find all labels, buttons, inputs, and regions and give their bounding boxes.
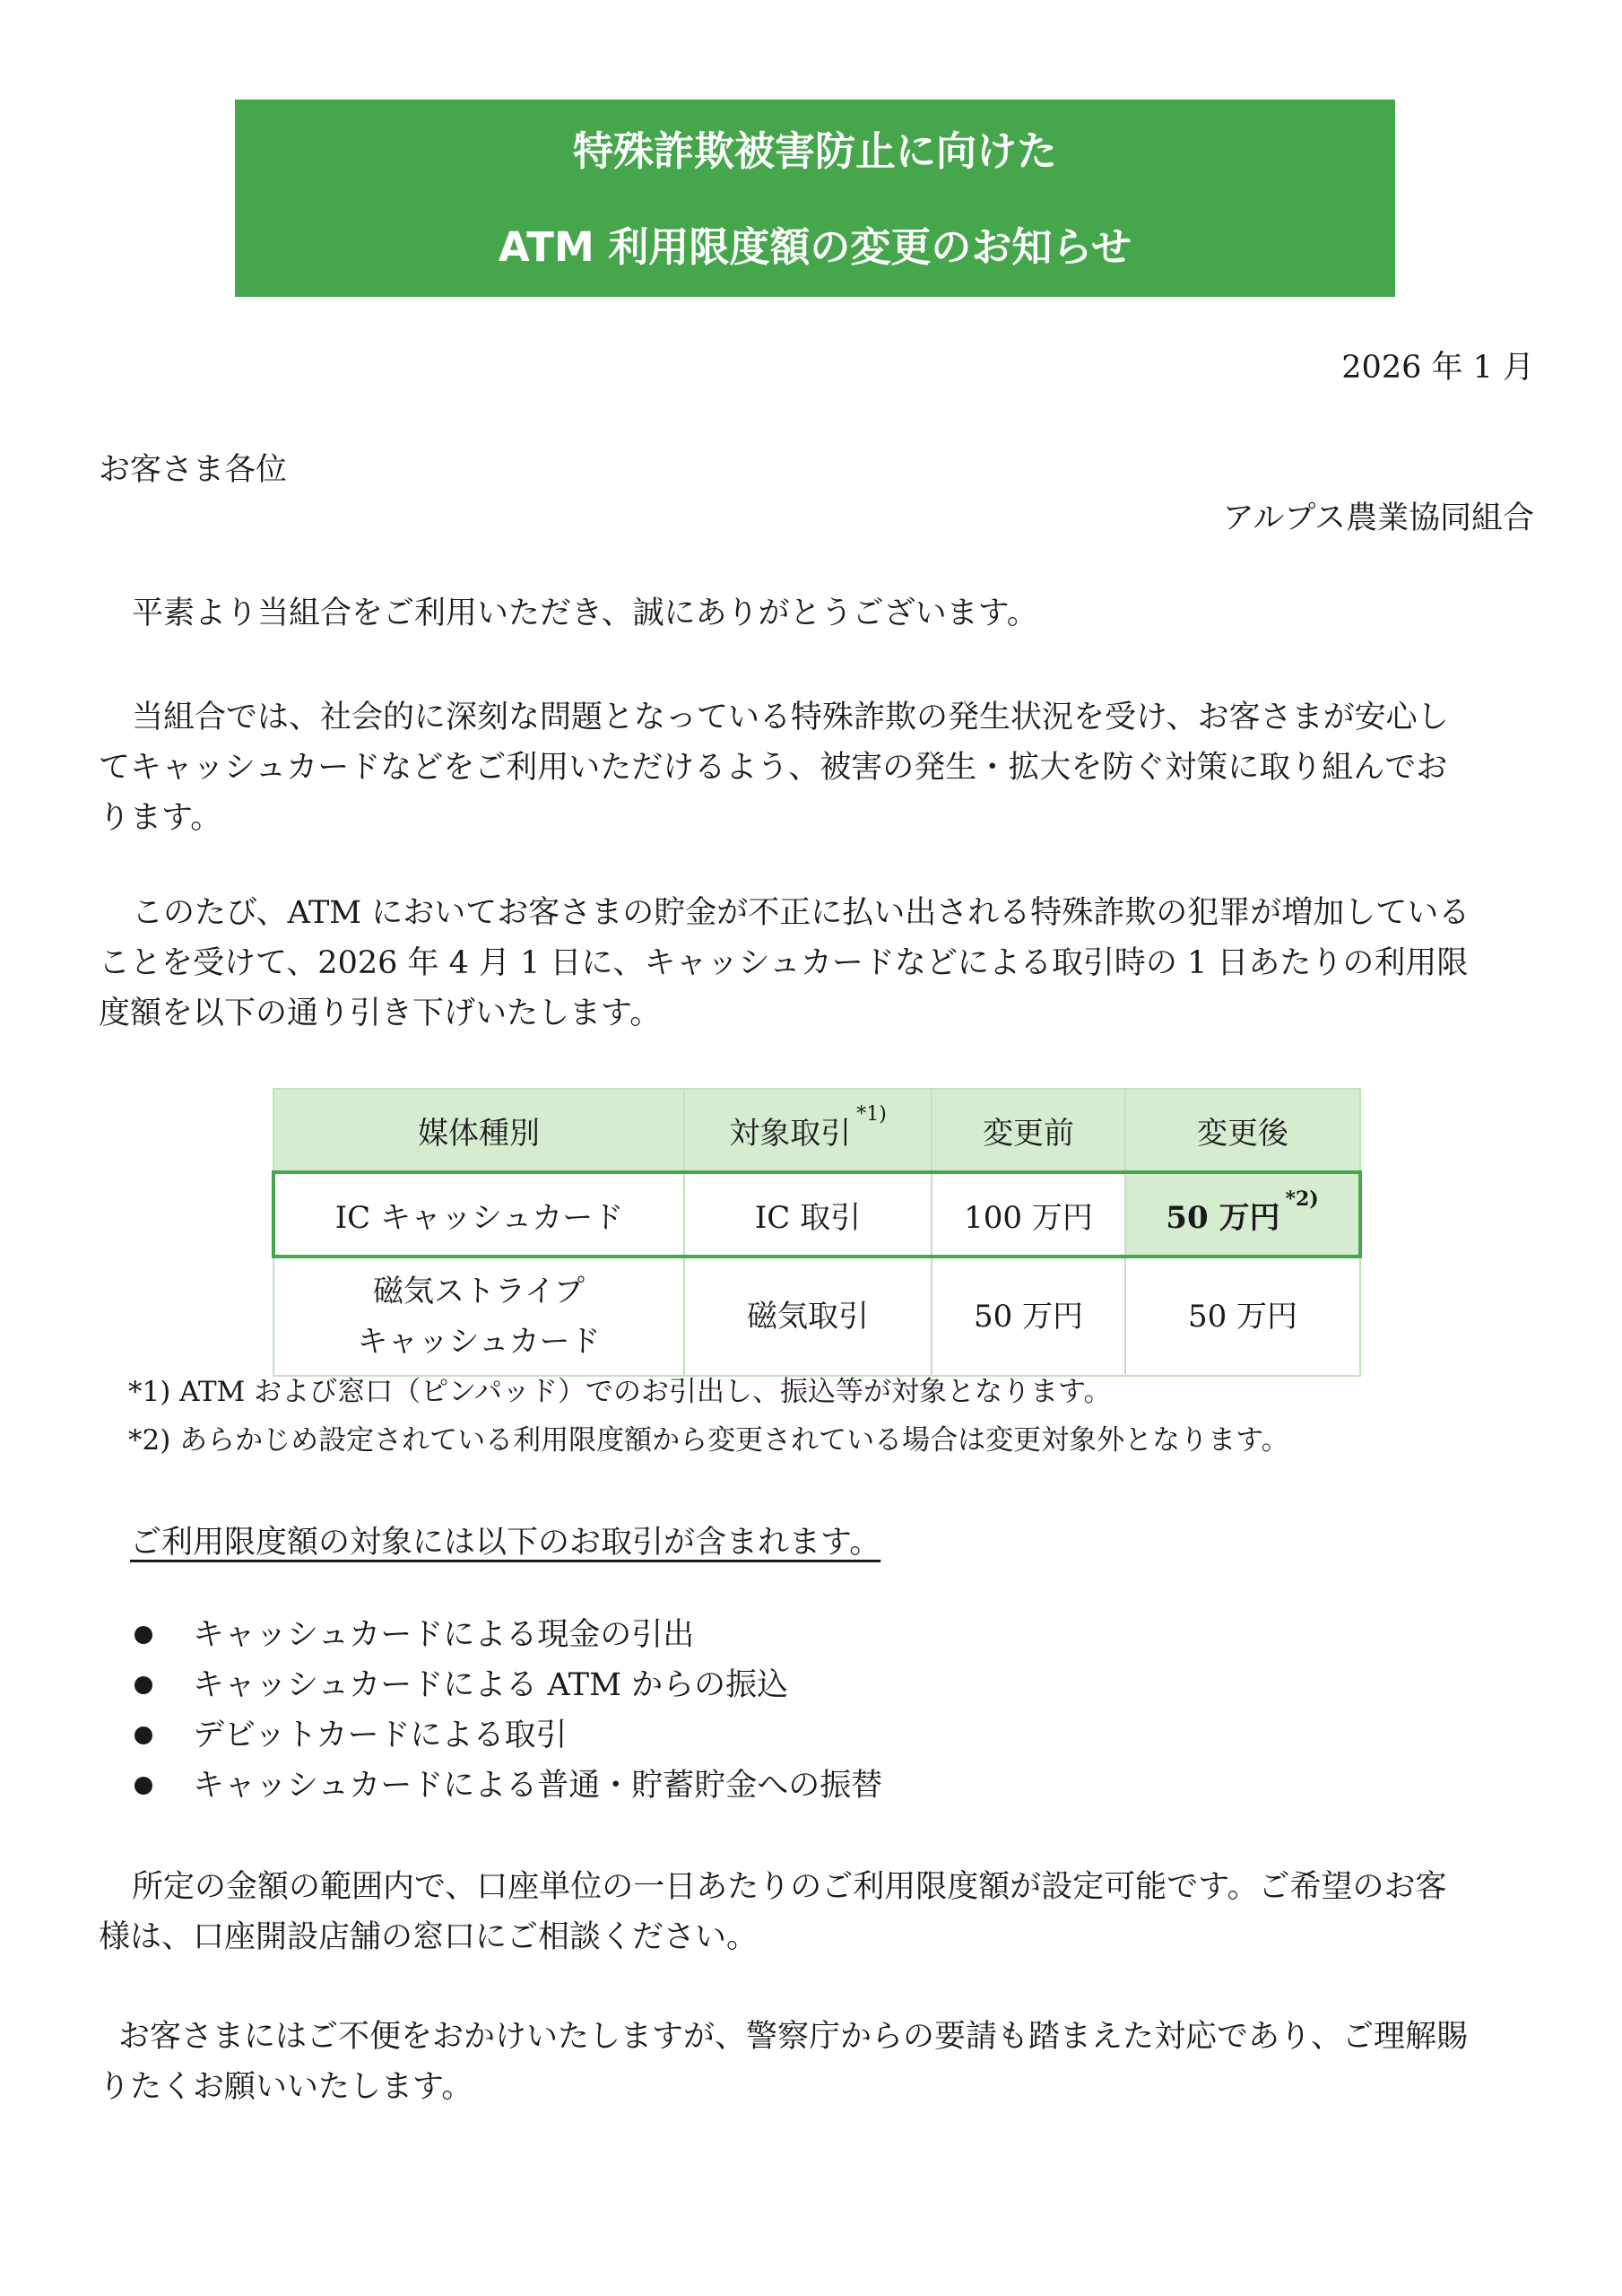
- header-after: 変更後: [1125, 1089, 1360, 1172]
- limit-table: [272, 1088, 1362, 1377]
- paragraph-2-line: ります。: [99, 800, 222, 836]
- footnote-ref-2: *2): [1285, 1187, 1319, 1211]
- title-line-1: 特殊詐欺被害防止に向けた: [572, 127, 1057, 175]
- cell-after: 50 万円: [1125, 1257, 1360, 1376]
- transaction-list: [134, 1610, 882, 1811]
- closing-line: 所定の金額の範囲内で、口座単位の一日あたりのご利用限度額が設定可能です。ご希望のお客: [132, 1869, 1447, 1905]
- table-header-row: [273, 1089, 1360, 1172]
- cell-before: 100 万円: [932, 1172, 1125, 1257]
- closing-paragraph-2: [99, 2012, 1538, 2112]
- cell-transaction: 磁気取引: [684, 1257, 932, 1376]
- paragraph-2: [99, 692, 1538, 843]
- closing-line: 様は、口座開設店舗の窓口にご相談ください。: [99, 1919, 759, 1955]
- footnote-ref-1: *1): [856, 1102, 887, 1126]
- list-item-text: キャッシュカードによる普通・貯蓄貯金への振替: [193, 1768, 883, 1804]
- cell-after-value: 50 万円: [1166, 1199, 1280, 1236]
- paragraph-3-line: このたび、ATM においてお客さまの貯金が不正に払い出される特殊詐欺の犯罪が増加している: [132, 895, 1470, 931]
- header-transaction: [684, 1089, 932, 1172]
- notice-date: 2026 年 1 月: [1341, 350, 1534, 386]
- table-row-ic-card: [273, 1172, 1360, 1257]
- title-banner: [235, 100, 1395, 297]
- section-heading: ご利用限度額の対象には以下のお取引が含まれます。: [130, 1525, 881, 1561]
- paragraph-3: [99, 888, 1538, 1039]
- bullet-icon: [134, 1777, 152, 1795]
- cell-medium-line: キャッシュカード: [357, 1324, 601, 1360]
- list-item: [134, 1660, 882, 1710]
- paragraph-3-line: ことを受けて、2026 年 4 月 1 日に、キャッシュカードなどによる取引時の 1 日あたりの利用限: [99, 945, 1469, 981]
- list-item-text: キャッシュカードによる現金の引出: [193, 1617, 695, 1653]
- bullet-icon: [134, 1726, 152, 1744]
- title-line-2: ATM 利用限度額の変更のお知らせ: [498, 223, 1132, 271]
- cell-medium: IC キャッシュカード: [273, 1172, 684, 1257]
- cell-transaction: IC 取引: [684, 1172, 932, 1257]
- cell-before: 50 万円: [932, 1257, 1125, 1376]
- closing-paragraph-1: [99, 1862, 1538, 1962]
- list-item-text: デビットカードによる取引: [193, 1718, 568, 1753]
- header-medium: 媒体種別: [273, 1089, 684, 1172]
- list-item: [134, 1710, 882, 1761]
- paragraph-2-line: てキャッシュカードなどをご利用いただけるよう、被害の発生・拡大を防ぐ対策に取り組んでお: [99, 750, 1448, 786]
- list-item-text: キャッシュカードによる ATM からの振込: [193, 1667, 789, 1703]
- list-item: [134, 1610, 882, 1660]
- cell-medium: [273, 1257, 684, 1376]
- paragraph-2-line: 当組合では、社会的に深刻な問題となっている特殊詐欺の発生状況を受け、お客さまが安心し: [132, 700, 1449, 735]
- paragraph-3-line: 度額を以下の通り引き下げいたします。: [99, 996, 662, 1031]
- sender-name: アルプス農業協同組合: [1222, 500, 1534, 536]
- footnote-1: *1) ATM および窓口（ピンパッド）でのお引出し、振込等が対象となります。: [128, 1376, 1112, 1408]
- footnote-2: *2) あらかじめ設定されている利用限度額から変更されている場合は変更対象外となります。: [128, 1424, 1289, 1457]
- bullet-icon: [134, 1676, 152, 1694]
- list-item: [134, 1761, 882, 1811]
- header-before: 変更前: [932, 1089, 1125, 1172]
- addressee: お客さま各位: [99, 452, 288, 488]
- header-transaction-label: 対象取引: [729, 1115, 852, 1152]
- cell-medium-line: 磁気ストライプ: [373, 1274, 585, 1309]
- cell-after: [1125, 1172, 1360, 1257]
- closing-line: りたくお願いいたします。: [99, 2069, 473, 2105]
- greeting-paragraph: 平素より当組合をご利用いただき、誠にありがとうございます。: [132, 596, 1038, 631]
- closing-line: お客さまにはご不便をおかけいたしますが、警察庁からの要請も踏まえた対応であり、ご理解賜: [118, 2019, 1469, 2055]
- table-row-magnetic-card: [273, 1257, 1360, 1376]
- bullet-icon: [134, 1626, 152, 1644]
